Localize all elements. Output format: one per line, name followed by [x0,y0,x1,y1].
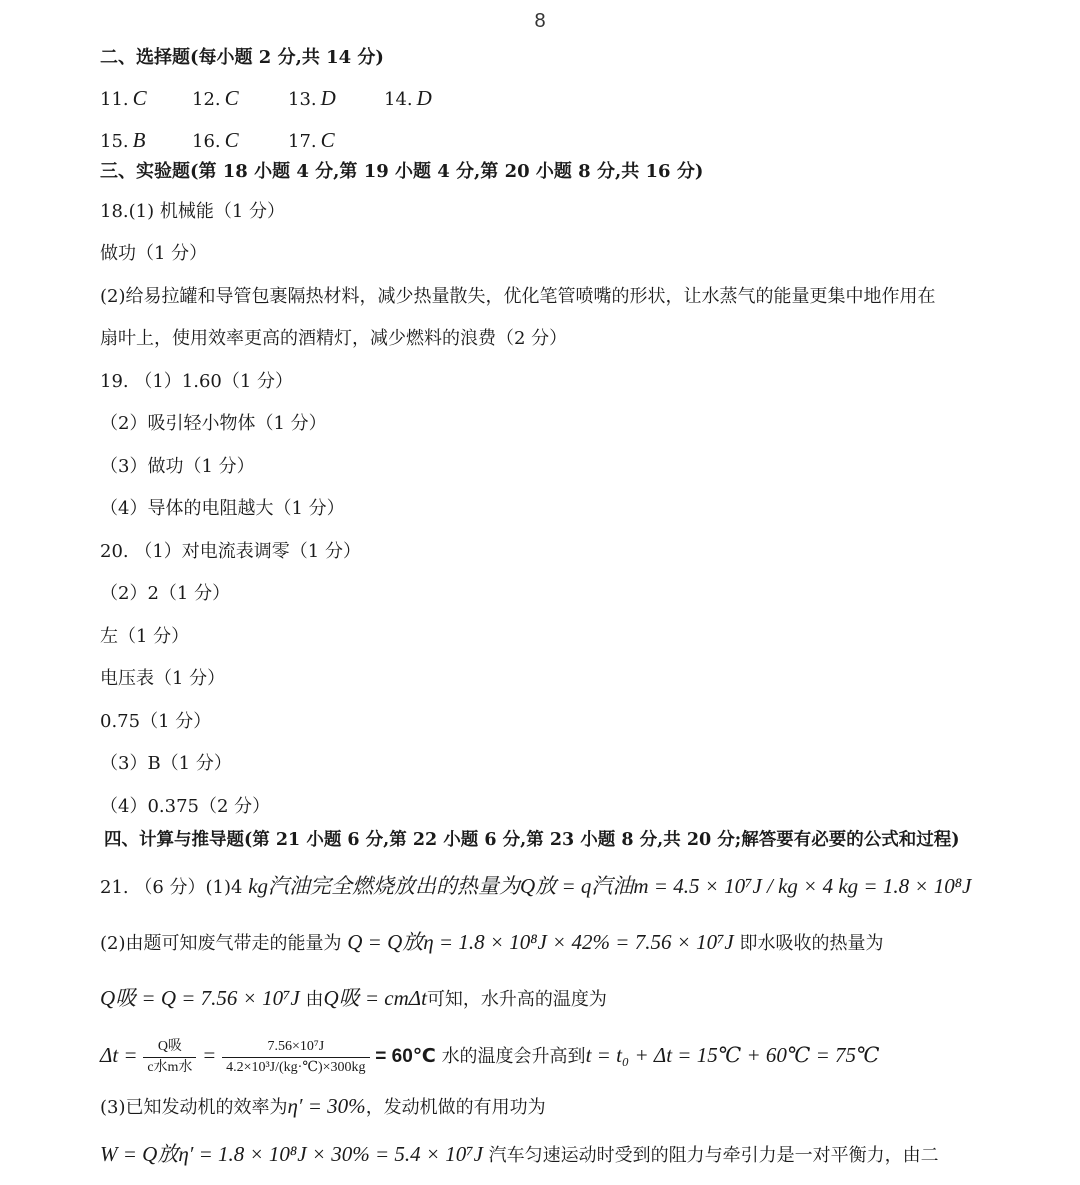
q21-line-3 [100,986,607,1012]
q21-line-4: Δt = $\frac{\text{Q吸}}{\text{c水m水}}$ = $\frac{\text{7.56×10⁷J}}{\text{4.2×10³J/(kg·℃)×300kg}}$ = 60℃ 水的温度会升高到t = t₀ + Δt = 15℃ + 60℃ = 75℃ [100,1038,880,1075]
q21-text-5: 水的温度会升高到 [441,1046,586,1067]
mc-row-1 [100,86,480,112]
mc-number: 14. [384,89,413,110]
q21-formula-1: Q放 = q汽油m = 4.5 × 10⁷J / kg × 4 kg = 1.8 × 10⁸J [520,874,972,898]
mc-item-14 [384,86,480,112]
answer-line: （3）做功（1 分） [100,456,255,477]
q21-text-3: 由 [305,989,324,1010]
mc-number: 11. [100,89,129,110]
q21-formula-7: W = Q放η′ = 1.8 × 10⁸J × 30% = 5.4 × 10⁷J [100,1142,483,1166]
section2-heading: 二、选择题(每小题 2 分,共 14 分) [100,47,384,68]
answer-line: (2)给易拉罐和导管包裹隔热材料，减少热量散失，优化笔管喷嘴的形状，让水蒸气的能量更集中地作用在 [100,286,936,307]
delta-t-result: = 60℃ [375,1046,436,1067]
q21-line-1 [100,874,971,900]
page-number: 8 [534,10,546,32]
fraction-symbolic [143,1039,196,1076]
q21-formula-5: t = t₀ + Δt = 15℃ + 60℃ = 75℃ [585,1043,880,1067]
mc-row-2 [100,128,384,154]
mc-item-13 [288,86,384,112]
mc-item-17 [288,128,384,154]
q21-part2-tail: 即水吸收的热量为 [739,933,884,954]
fraction-numerator: Q吸 [143,1039,196,1058]
answer-line: （4）0.375（2 分） [100,796,271,817]
mc-item-15 [100,128,192,154]
q21-formula-3: Q吸 = Q = 7.56 × 10⁷J [100,986,300,1010]
mc-answer: D [416,86,432,110]
mc-answer: B [132,128,146,152]
answer-line: 扇叶上，使用效率更高的酒精灯，减少燃料的浪费（2 分） [100,328,568,349]
q21-part3-text: (3)已知发动机的效率为 [100,1097,288,1118]
q21-formula-6: η′ = 30% [287,1094,366,1118]
mc-answer: C [320,128,335,152]
mc-number: 17. [288,131,317,152]
q21-line-6 [100,1142,939,1168]
mc-number: 15. [100,131,129,152]
q21-line-5 [100,1094,546,1120]
mc-answer: C [132,86,147,110]
answer-line: （4）导体的电阻越大（1 分） [100,498,345,519]
answer-line: 19. （1）1.60（1 分） [100,371,294,392]
q21-part3-tail: ，发动机做的有用功为 [365,1097,546,1118]
mc-number: 12. [192,89,221,110]
q21-text-1: kg汽油完全燃烧放出的热量为 [248,874,521,898]
q21-text-4: 可知，水升高的温度为 [426,989,607,1010]
answer-line: 做功（1 分） [100,243,208,264]
mc-item-16 [192,128,288,154]
answer-line: 18.(1) 机械能（1 分） [100,201,286,222]
answer-line: （3）B（1 分） [100,753,232,774]
fraction-numeric [222,1039,369,1076]
mc-number: 16. [192,131,221,152]
fraction-numerator: 7.56×10⁷J [222,1039,369,1058]
q21-formula-2: Q = Q放η = 1.8 × 10⁸J × 42% = 7.56 × 10⁷J [347,930,734,954]
delta-t-label: Δt = [100,1043,138,1067]
answer-line: 0.75（1 分） [100,711,212,732]
q21-prefix: 21. （6 分）(1)4 [100,877,243,898]
q21-part2-text: (2)由题可知废气带走的能量为 [100,933,342,954]
fraction-denominator: c水m水 [147,1059,193,1075]
answer-line: （2）吸引轻小物体（1 分） [100,413,327,434]
mc-number: 13. [288,89,317,110]
answer-line: 电压表（1 分） [100,668,226,689]
mc-answer: C [224,86,239,110]
mc-item-12 [192,86,288,112]
fraction-denominator: 4.2×10³J/(kg·℃)×300kg [226,1059,366,1075]
answer-line: （2）2（1 分） [100,583,231,604]
section4-heading: 四、计算与推导题(第 21 小题 6 分,第 22 小题 6 分,第 23 小题 8 分,共 20 分;解答要有必要的公式和过程) [104,830,960,850]
mc-item-11 [100,86,192,112]
answer-line: 左（1 分） [100,626,190,647]
q21-formula-4: Q吸 = cmΔt [323,986,427,1010]
answer-line: 20. （1）对电流表调零（1 分） [100,541,361,562]
mc-answer: C [224,128,239,152]
q21-line-2 [100,930,883,956]
mc-answer: D [320,86,336,110]
section3-heading: 三、实验题(第 18 小题 4 分,第 19 小题 4 分,第 20 小题 8 分,共 16 分) [100,161,704,182]
q21-text-7: 汽车匀速运动时受到的阻力与牵引力是一对平衡力，由二 [488,1145,939,1166]
